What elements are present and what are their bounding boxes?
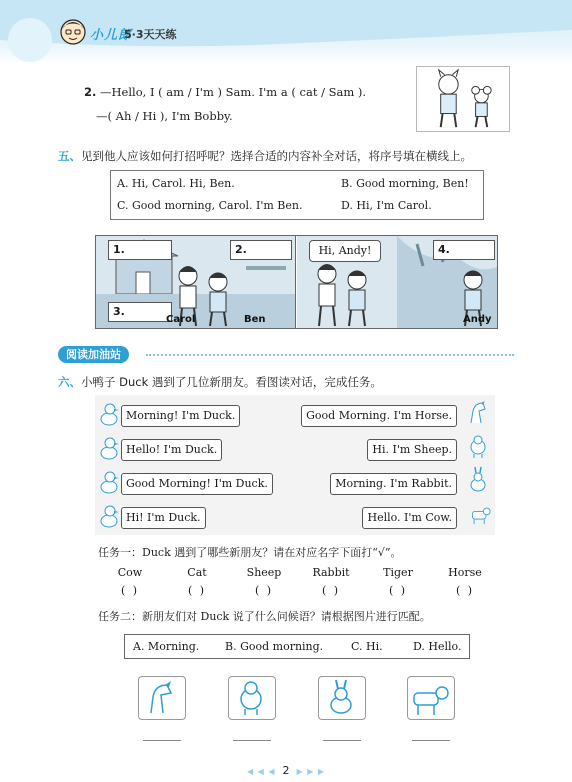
- friend-line-cow: Hello. I'm Cow.: [362, 507, 457, 529]
- name-ben: Ben: [244, 314, 266, 325]
- blank-4[interactable]: 4.: [433, 240, 495, 260]
- horse-icon: [139, 677, 185, 719]
- answer-options-box: [124, 634, 470, 659]
- horse-icon: [467, 399, 489, 425]
- section-5-heading: [58, 148, 472, 164]
- animal-names-row: [98, 566, 498, 580]
- option-a: A. Hi, Carol. Hi, Ben.: [117, 177, 235, 190]
- section-number: 六、: [58, 375, 81, 389]
- rabbit-icon: [319, 677, 365, 719]
- sheep-icon: [229, 677, 275, 719]
- section-instruction: 见到他人应该如何打招呼呢？选择合适的内容补全对话，将序号填在横线上。: [81, 149, 472, 163]
- answer-line-1[interactable]: [143, 740, 181, 741]
- animal-name-sheep: Sheep: [246, 566, 282, 579]
- dialog-line-1: —Hello, I ( am / I'm ) Sam. I'm a ( cat / Sam ).: [100, 85, 367, 99]
- page-footer: [0, 764, 572, 777]
- check-blank-rabbit[interactable]: ( ): [321, 584, 341, 597]
- option-d: D. Hi, I'm Carol.: [341, 199, 432, 212]
- duck-icon: [98, 401, 120, 427]
- check-blank-tiger[interactable]: ( ): [388, 584, 408, 597]
- answer-a: A. Morning.: [133, 640, 200, 653]
- comic-panels: [95, 235, 498, 329]
- rabbit-icon: [467, 467, 489, 493]
- animal-name-cat: Cat: [187, 566, 207, 579]
- brand-name: 小儿郎: [90, 28, 133, 43]
- duck-icon: [98, 503, 120, 529]
- task-1-instruction: 任务一：Duck 遇到了哪些新朋友？请在对应名字下面打“√”。: [98, 546, 402, 559]
- check-blank-cat[interactable]: ( ): [187, 584, 207, 597]
- right-arrows-icon: ▶ ▶ ▶: [296, 767, 326, 776]
- task-2-instruction: 任务二：新朋友们对 Duck 说了什么问候语？请根据图片进行匹配。: [98, 610, 431, 623]
- section-instruction: 小鸭子 Duck 遇到了几位新朋友。看图读对话，完成任务。: [81, 375, 382, 389]
- match-picture-horse: [138, 676, 186, 720]
- option-box: [110, 170, 484, 220]
- section-6-heading: [58, 374, 382, 390]
- question-2: [84, 80, 366, 128]
- duck-icon: [98, 469, 120, 495]
- friend-line-sheep: Hi. I'm Sheep.: [367, 439, 457, 461]
- duck-line-4: Hi! I'm Duck.: [121, 507, 206, 529]
- answer-line-3[interactable]: [323, 740, 361, 741]
- cat-and-mouse-illustration: [416, 66, 510, 132]
- boy-mascot-icon: [58, 17, 88, 47]
- blank-3[interactable]: 3.: [108, 302, 172, 322]
- duck-line-2: Hello! I'm Duck.: [121, 439, 222, 461]
- animal-name-rabbit: Rabbit: [312, 566, 350, 579]
- checkmark-blanks-row: [98, 584, 498, 598]
- animal-name-horse: Horse: [448, 566, 482, 579]
- answer-b: B. Good morning.: [225, 640, 324, 653]
- page-number: 2: [282, 764, 290, 777]
- duck-line-3: Good Morning! I'm Duck.: [121, 473, 273, 495]
- animal-name-tiger: Tiger: [383, 566, 413, 579]
- dotted-divider: [146, 354, 514, 356]
- match-picture-cow: [407, 676, 455, 720]
- cow-icon: [469, 501, 491, 527]
- dialog-line-2: —( Ah / Hi ), I'm Bobby.: [96, 109, 233, 123]
- blank-2[interactable]: 2.: [230, 240, 292, 260]
- answer-line-2[interactable]: [233, 740, 271, 741]
- check-blank-horse[interactable]: ( ): [455, 584, 475, 597]
- cow-icon: [408, 677, 454, 719]
- duck-icon: [98, 435, 120, 461]
- duck-line-1: Morning! I'm Duck.: [121, 405, 240, 427]
- sheep-icon: [467, 433, 489, 459]
- answer-c: C. Hi.: [351, 640, 383, 653]
- check-blank-sheep[interactable]: ( ): [254, 584, 274, 597]
- match-picture-rabbit: [318, 676, 366, 720]
- blank-1[interactable]: 1.: [108, 240, 172, 260]
- section-number: 五、: [58, 149, 81, 163]
- match-picture-sheep: [228, 676, 276, 720]
- friend-line-horse: Good Morning. I'm Horse.: [301, 405, 457, 427]
- check-blank-cow[interactable]: ( ): [120, 584, 140, 597]
- dialog-area: [95, 395, 495, 535]
- option-b: B. Good morning, Ben!: [341, 177, 469, 190]
- name-carol: Carol: [166, 314, 196, 325]
- answer-d: D. Hello.: [413, 640, 462, 653]
- answer-line-4[interactable]: [412, 740, 450, 741]
- series-name: 5·3天天练: [124, 28, 177, 41]
- left-arrows-icon: ◀ ◀ ◀: [246, 767, 276, 776]
- animal-name-cow: Cow: [117, 566, 143, 579]
- reading-section-badge: 阅读加油站: [58, 346, 129, 363]
- name-andy: Andy: [463, 314, 492, 325]
- option-c: C. Good morning, Carol. I'm Ben.: [117, 199, 303, 212]
- speech-bubble: Hi, Andy!: [309, 240, 381, 262]
- question-number: 2.: [84, 85, 97, 99]
- comic-panel-right: [297, 236, 498, 328]
- friend-line-rabbit: Morning. I'm Rabbit.: [330, 473, 457, 495]
- comic-panel-left: [96, 236, 296, 328]
